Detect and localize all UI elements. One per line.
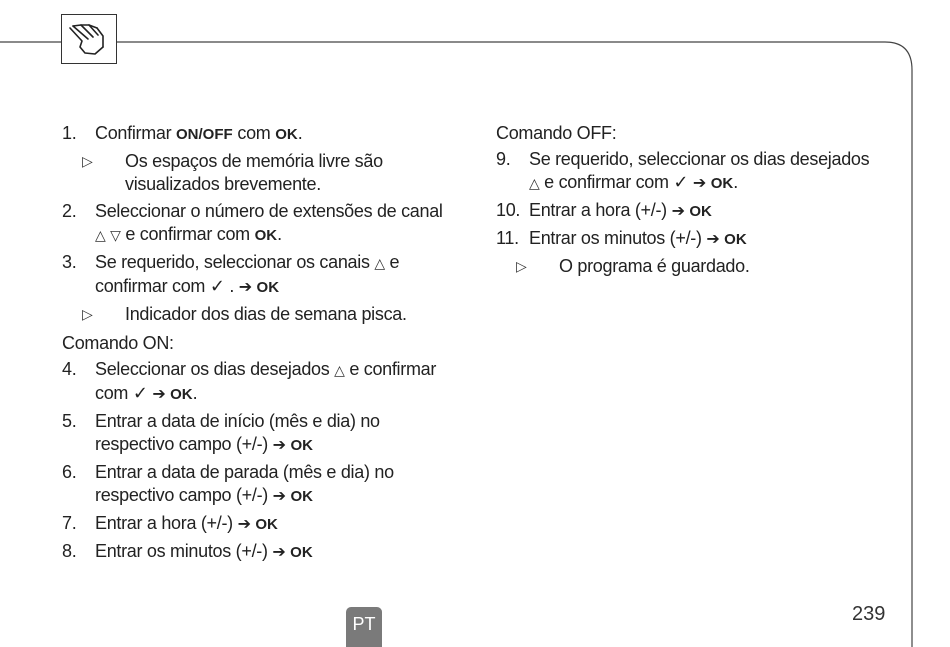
arrow-right-icon: ➔	[238, 279, 252, 296]
step-text: e confirmar com	[125, 224, 255, 244]
arrow-right-icon: ➔	[152, 386, 166, 403]
step-5	[62, 410, 462, 457]
step-text: e confirmar	[349, 359, 437, 379]
step-9: 9. Se requerido, seleccionar os dias desejados △ e confirmar com ✓ ➔ OK.	[496, 148, 916, 195]
step-text: e	[389, 252, 400, 272]
right-column	[496, 122, 916, 278]
step-6	[62, 461, 462, 508]
step-text: Entrar a hora (+/-)	[529, 200, 667, 220]
step-number: 3.	[62, 252, 77, 272]
result-3	[62, 303, 462, 326]
triangle-up-icon: △	[374, 255, 385, 271]
result-11	[496, 255, 916, 278]
result-text: O programa é guardado.	[559, 256, 750, 276]
page-number: 239	[852, 603, 886, 625]
ok-key: OK	[256, 279, 280, 296]
step-number: 1.	[62, 123, 77, 143]
ok-key: OK	[275, 126, 298, 143]
arrow-right-icon: ➔	[272, 544, 286, 561]
ok-key: OK	[254, 227, 278, 244]
hand-icon-box	[61, 14, 117, 64]
arrow-right-icon: ➔	[692, 175, 707, 192]
ok-key: OK	[724, 231, 747, 248]
step-text: Entrar a hora (+/-)	[95, 513, 233, 533]
hand-pointer-icon	[62, 15, 118, 65]
result-triangle-icon: ▷	[516, 258, 527, 274]
checkmark-icon: ✓	[209, 276, 225, 296]
step-number: 9.	[496, 149, 511, 169]
result-1	[62, 150, 462, 196]
step-text: com	[95, 383, 129, 403]
arrow-right-icon: ➔	[272, 437, 286, 454]
arrow-right-icon: ➔	[272, 488, 286, 505]
ok-key: OK	[689, 203, 712, 220]
step-8	[62, 540, 462, 564]
step-text: com	[232, 123, 276, 143]
step-1	[62, 122, 462, 146]
checkmark-icon: ✓	[673, 172, 689, 192]
arrow-right-icon: ➔	[237, 516, 251, 533]
triangle-up-icon: △	[334, 362, 345, 378]
arrow-right-icon: ➔	[671, 203, 685, 220]
step-text: Confirmar	[95, 123, 177, 143]
step-number: 7.	[62, 513, 77, 533]
step-number: 4.	[62, 359, 77, 379]
step-3: 3. Se requerido, seleccionar os canais △ e confirmar com ✓ . ➔ OK	[62, 252, 400, 296]
step-text: e confirmar com	[544, 172, 669, 192]
ok-key: OK	[290, 488, 313, 505]
left-column	[62, 122, 462, 568]
step-text: Seleccionar o número de extensões de canal	[95, 201, 443, 221]
step-text: respectivo campo (+/-)	[95, 434, 268, 454]
step-number: 6.	[62, 462, 77, 482]
step-text: .	[297, 123, 303, 143]
triangle-down-icon: ▽	[110, 227, 121, 243]
heading-comando-off: Comando OFF:	[496, 123, 617, 143]
step-text: Entrar a data de início (mês e dia) no	[95, 411, 380, 431]
result-triangle-icon: ▷	[82, 306, 93, 322]
step-number: 2.	[62, 201, 77, 221]
step-2	[62, 200, 462, 247]
step-10	[496, 199, 916, 223]
step-text: confirmar com	[95, 276, 206, 296]
step-text: Entrar os minutos (+/-)	[95, 541, 268, 561]
ok-key: OK	[290, 437, 313, 454]
step-number: 8.	[62, 541, 77, 561]
triangle-up-icon: △	[529, 175, 540, 191]
ok-key: OK	[290, 544, 313, 561]
heading-comando-on: Comando ON:	[62, 333, 174, 353]
step-7	[62, 512, 462, 536]
language-tab: PT	[346, 607, 382, 647]
step-11	[496, 227, 916, 251]
result-text: visualizados brevemente.	[125, 174, 321, 194]
triangle-up-icon: △	[95, 227, 106, 243]
step-text: .	[277, 224, 282, 244]
result-text: Indicador dos dias de semana pisca.	[125, 304, 407, 324]
ok-key: OK	[255, 516, 278, 533]
step-4	[62, 358, 462, 406]
ok-key: OK	[710, 175, 734, 192]
step-text: respectivo campo (+/-)	[95, 485, 268, 505]
step-text: Se requerido, seleccionar os dias desejados	[529, 149, 870, 169]
ok-key: OK	[170, 386, 193, 403]
onoff-key: ON/OFF	[176, 126, 233, 143]
step-text: Entrar a data de parada (mês e dia) no	[95, 462, 394, 482]
step-number: 10.	[496, 200, 521, 220]
step-text: Entrar os minutos (+/-)	[529, 228, 702, 248]
result-text: Os espaços de memória livre são	[125, 151, 383, 171]
step-text: Seleccionar os dias desejados	[95, 359, 330, 379]
step-text: .	[192, 383, 198, 403]
step-number: 5.	[62, 411, 77, 431]
result-triangle-icon: ▷	[82, 153, 93, 169]
checkmark-icon: ✓	[132, 383, 148, 403]
step-text: Se requerido, seleccionar os canais	[95, 252, 370, 272]
arrow-right-icon: ➔	[706, 231, 720, 248]
step-number: 11.	[496, 228, 519, 248]
